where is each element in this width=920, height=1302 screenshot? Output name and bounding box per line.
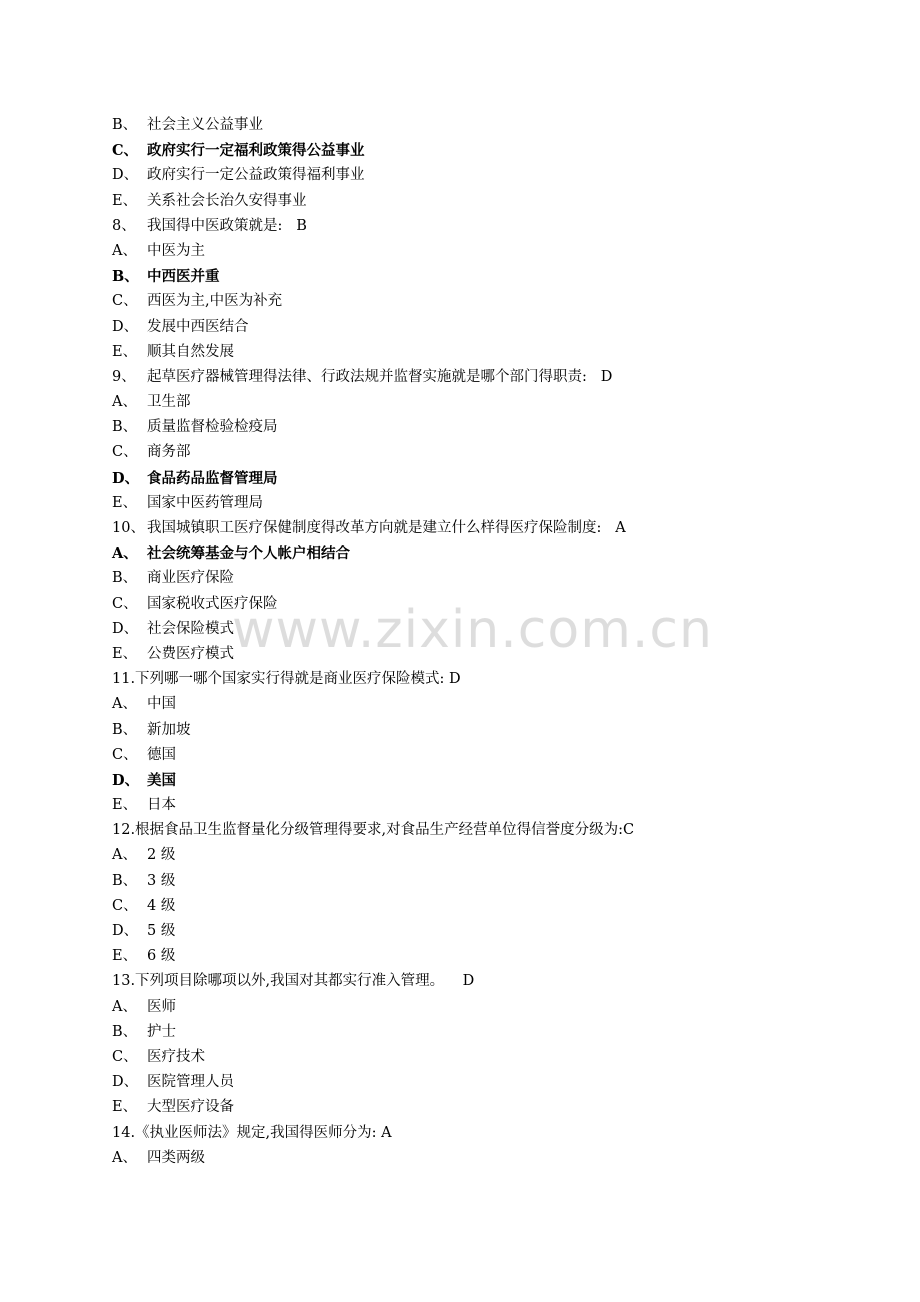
option-label: C、 [112, 444, 138, 461]
option-line [112, 768, 812, 793]
option-line [112, 894, 812, 919]
option-label: A、 [112, 394, 137, 411]
question-text: 12.根据食品卫生监督量化分级管理得要求,对食品生产经营单位得信誉度分级为:C [112, 822, 635, 839]
option-text: 中西医并重 [147, 268, 220, 286]
question-text: 13.下列项目除哪项以外,我国对其都实行准入管理。 D [112, 973, 475, 990]
option-text: 社会保险模式 [147, 620, 234, 637]
question-line [112, 818, 812, 843]
option-line [112, 1095, 812, 1120]
option-text: 2 级 [147, 847, 176, 864]
question-list [112, 113, 812, 1171]
question-text: 14.《执业医师法》规定,我国得医师分为: A [112, 1124, 392, 1141]
option-text: 社会主义公益事业 [147, 117, 263, 133]
option-line [112, 390, 812, 415]
option-label: E、 [112, 494, 138, 511]
option-line [112, 239, 812, 264]
option-label: 8、 [112, 217, 136, 234]
option-text: 3 级 [147, 872, 176, 889]
option-line [112, 692, 812, 717]
question-line [112, 1121, 812, 1146]
option-text: 商业医疗保险 [147, 570, 234, 587]
option-label: E、 [112, 192, 138, 209]
option-text: 国家税收式医疗保险 [147, 595, 278, 612]
option-text: 发展中西医结合 [147, 318, 249, 335]
option-label: A、 [112, 242, 137, 259]
option-text: 政府实行一定公益政策得福利事业 [147, 167, 365, 184]
option-label: B、 [112, 268, 139, 286]
option-label: B、 [112, 1023, 138, 1040]
option-label: E、 [112, 343, 138, 360]
option-label: C、 [112, 1048, 138, 1065]
option-line [112, 163, 812, 188]
option-text: 政府实行一定福利政策得公益事业 [147, 142, 365, 160]
option-label: A、 [112, 545, 138, 563]
option-text: 中医为主 [147, 242, 205, 259]
option-text: 中国 [147, 696, 176, 713]
option-text: 公费医疗模式 [147, 645, 234, 662]
option-line [112, 491, 812, 516]
option-label: E、 [112, 645, 138, 662]
option-text: 大型医疗设备 [147, 1099, 234, 1116]
question-text: 11.下列哪一哪个国家实行得就是商业医疗保险模式: D [112, 671, 461, 688]
option-label: C、 [112, 897, 138, 914]
option-text: 美国 [147, 771, 176, 789]
option-label: D、 [112, 620, 139, 637]
option-label: 9、 [112, 368, 136, 385]
option-line [112, 315, 812, 340]
option-line [112, 944, 812, 969]
option-label: D、 [112, 771, 140, 789]
option-label: C、 [112, 746, 138, 763]
option-label: C、 [112, 595, 138, 612]
option-label: D、 [112, 167, 139, 184]
option-label: B、 [112, 419, 138, 436]
option-text: 4 级 [147, 897, 176, 914]
option-text: 国家中医药管理局 [147, 494, 263, 511]
option-text: 我国城镇职工医疗保健制度得改革方向就是建立什么样得医疗保险制度: A [147, 520, 626, 536]
option-text: 食品药品监督管理局 [147, 469, 278, 487]
option-line [112, 919, 812, 944]
option-line [112, 340, 812, 365]
option-label: 10、 [112, 520, 145, 536]
option-label: A、 [112, 998, 137, 1015]
option-line [112, 1146, 812, 1171]
option-label: E、 [112, 797, 138, 814]
option-text: 日本 [147, 797, 176, 814]
option-text: 6 级 [147, 948, 176, 965]
option-label: A、 [112, 847, 137, 864]
option-line [112, 617, 812, 642]
option-line [112, 138, 812, 163]
option-line [112, 843, 812, 868]
option-text: 社会统筹基金与个人帐户相结合 [147, 545, 350, 563]
option-line [112, 642, 812, 667]
option-text: 质量监督检验检疫局 [147, 419, 278, 436]
option-label: B、 [112, 872, 138, 889]
option-text: 医院管理人员 [147, 1074, 234, 1091]
option-label: B、 [112, 570, 138, 587]
option-text: 医师 [147, 998, 176, 1015]
option-line [112, 466, 812, 491]
option-line [112, 541, 812, 566]
option-line [112, 415, 812, 440]
option-line [112, 566, 812, 591]
option-line [112, 718, 812, 743]
option-text: 四类两级 [147, 1149, 205, 1166]
option-label: A、 [112, 1149, 137, 1166]
option-line [112, 440, 812, 465]
option-label: B、 [112, 721, 138, 738]
option-label: E、 [112, 948, 138, 965]
option-line [112, 189, 812, 214]
option-label: C、 [112, 293, 138, 310]
option-line [112, 1070, 812, 1095]
option-line [112, 214, 812, 239]
option-label: D、 [112, 1074, 139, 1091]
option-text: 新加坡 [147, 721, 191, 738]
option-line [112, 516, 812, 541]
option-text: 顺其自然发展 [147, 343, 234, 360]
option-line [112, 743, 812, 768]
option-line [112, 793, 812, 818]
option-label: A、 [112, 696, 137, 713]
question-line [112, 969, 812, 994]
option-line [112, 264, 812, 289]
option-label: E、 [112, 1099, 138, 1116]
option-text: 医疗技术 [147, 1048, 205, 1065]
option-line [112, 289, 812, 314]
option-label: B、 [112, 117, 138, 133]
question-line [112, 667, 812, 692]
option-label: D、 [112, 923, 139, 939]
option-text: 起草医疗器械管理得法律、行政法规并监督实施就是哪个部门得职责: D [147, 368, 613, 385]
option-line [112, 1045, 812, 1070]
option-label: C、 [112, 142, 139, 160]
option-label: D、 [112, 469, 140, 487]
option-text: 商务部 [147, 444, 191, 461]
option-text: 5 级 [147, 923, 176, 939]
option-text: 卫生部 [147, 394, 191, 411]
option-text: 护士 [147, 1023, 176, 1040]
option-line [112, 995, 812, 1020]
option-text: 我国得中医政策就是: B [147, 217, 307, 234]
option-line [112, 113, 812, 138]
option-text: 关系社会长治久安得事业 [147, 192, 307, 209]
option-line [112, 592, 812, 617]
option-text: 德国 [147, 746, 176, 763]
option-label: D、 [112, 318, 139, 335]
option-text: 西医为主,中医为补充 [147, 293, 283, 310]
option-line [112, 869, 812, 894]
option-line [112, 365, 812, 390]
option-line [112, 1020, 812, 1045]
watermark: www.zixin.com.cn [232, 600, 713, 660]
